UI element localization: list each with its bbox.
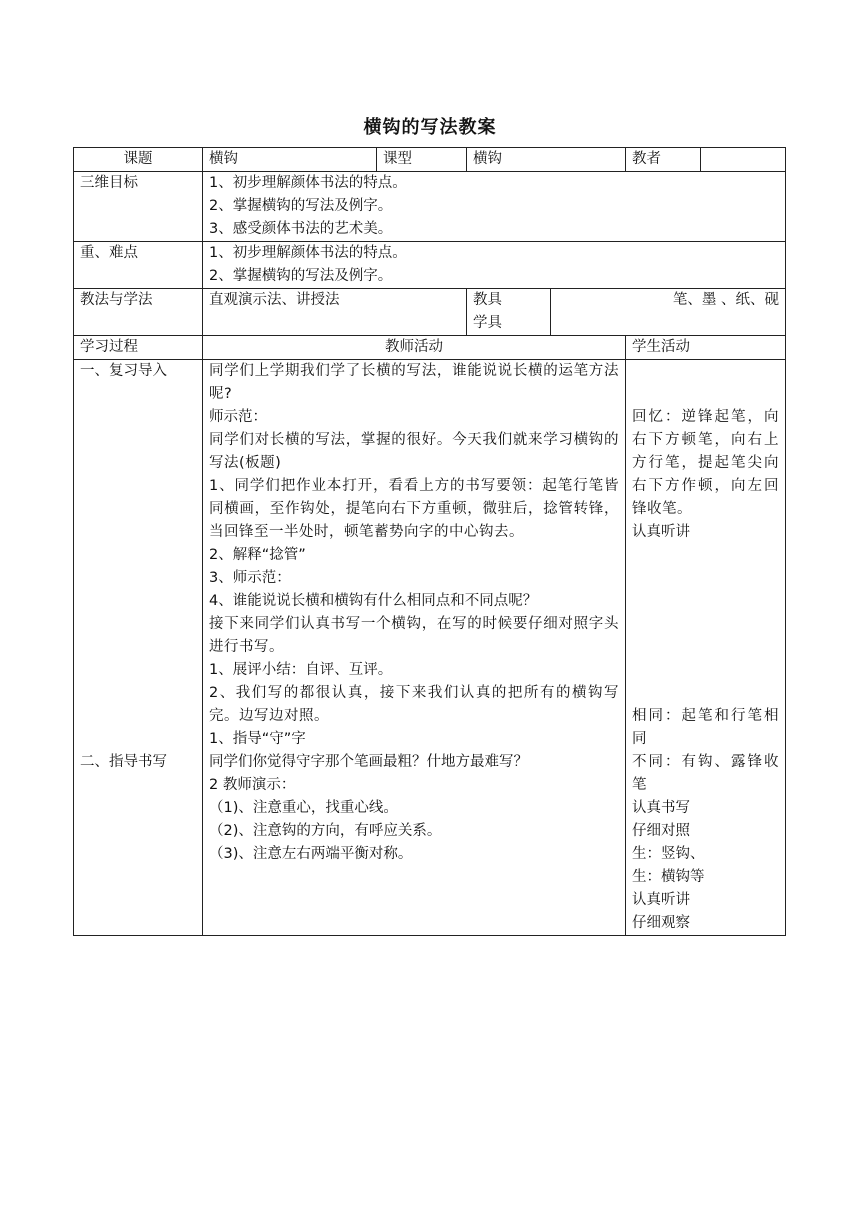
student-note: 不同：有钩、露锋收笔 — [632, 754, 779, 793]
goals-content — [203, 172, 786, 242]
type-value: 横钩 — [467, 148, 626, 172]
page-title: 横钩的写法教案 — [363, 117, 497, 138]
student-note: 认真书写 — [632, 800, 690, 816]
process-row — [74, 360, 786, 936]
teacher-paragraph: 2 教师演示： — [209, 777, 296, 793]
tools-label — [467, 289, 551, 336]
teacher-paragraph: 1、展评小结：自评、互评。 — [209, 662, 393, 678]
student-note: 认真听讲 — [632, 524, 690, 540]
student-note: 相同：起笔和行笔相同 — [632, 708, 779, 747]
teacher-paragraph: （2)、注意钩的方向，有呼应关系。 — [209, 823, 442, 839]
key-points-row — [74, 242, 786, 289]
stage-review: 一、复习导入 — [80, 363, 167, 379]
teacher-label: 教者 — [626, 148, 701, 172]
methods-row — [74, 289, 786, 336]
goal-item: 2、掌握横钩的写法及例字。 — [209, 198, 393, 214]
process-header-row — [74, 336, 786, 360]
teacher-paragraph: 同学们上学期我们学了长横的写法，谁能说说长横的运笔方法呢? — [209, 363, 619, 402]
key-point-item: 1、初步理解颜体书法的特点。 — [209, 245, 407, 261]
student-note: 生：横钩等 — [632, 869, 705, 885]
teacher-paragraph: （3)、注意左右两端平衡对称。 — [209, 846, 413, 862]
goals-label: 三维目标 — [74, 172, 203, 242]
teacher-paragraph: 2、我们写的都很认真，接下来我们认真的把所有的横钩写完。边写边对照。 — [209, 685, 619, 724]
key-points-label: 重、难点 — [74, 242, 203, 289]
key-points-content — [203, 242, 786, 289]
goal-item: 3、感受颜体书法的艺术美。 — [209, 221, 393, 237]
teacher-value — [701, 148, 786, 172]
tools-label-student: 学具 — [473, 315, 502, 331]
teacher-paragraph: 3、师示范： — [209, 570, 291, 586]
student-note: 认真听讲 — [632, 892, 690, 908]
student-note: 仔细对照 — [632, 823, 690, 839]
teacher-paragraph: 1、同学们把作业本打开，看看上方的书写要领：起笔行笔皆同横画，至作钩处，提笔向右下方重顿，微驻后，捻管转锋，当回锋至一半处时，顿笔蓄势向字的中心钩去。 — [209, 478, 619, 540]
process-stage-header: 学习过程 — [74, 336, 203, 360]
goal-item: 1、初步理解颜体书法的特点。 — [209, 175, 407, 191]
tools-value: 笔、墨 、纸、砚 — [551, 289, 786, 336]
stage-column — [74, 360, 203, 936]
student-activity — [626, 360, 786, 936]
teacher-paragraph: 接下来同学们认真书写一个横钩，在写的时候要仔细对照字头进行书写。 — [209, 616, 619, 655]
key-point-item: 2、掌握横钩的写法及例字。 — [209, 268, 393, 284]
lesson-plan-table — [73, 147, 786, 936]
methods-label: 教法与学法 — [74, 289, 203, 336]
tools-label-teacher: 教具 — [473, 292, 502, 308]
teacher-activity-header: 教师活动 — [203, 336, 626, 360]
teacher-paragraph: 同学们对长横的写法，掌握的很好。今天我们就来学习横钩的写法(板题) — [209, 432, 619, 471]
teacher-paragraph: （1)、注意重心，找重心线。 — [209, 800, 398, 816]
student-activity-header: 学生活动 — [626, 336, 786, 360]
teacher-activity — [203, 360, 626, 936]
student-note: 仔细观察 — [632, 915, 690, 931]
type-label: 课型 — [377, 148, 467, 172]
topic-label: 课题 — [74, 148, 203, 172]
methods-value: 直观演示法、讲授法 — [203, 289, 467, 336]
student-note: 回忆：逆锋起笔，向右下方顿笔，向右上方行笔，提起笔尖向右下方作顿，向左回锋收笔。 — [632, 409, 779, 517]
teacher-paragraph: 1、指导“守”字 — [209, 731, 306, 747]
teacher-paragraph: 4、谁能说说长横和横钩有什么相同点和不同点呢？ — [209, 593, 538, 609]
teacher-paragraph: 师示范： — [209, 409, 267, 425]
teacher-paragraph: 2、解释“捻管” — [209, 547, 306, 563]
header-row — [74, 148, 786, 172]
stage-guided-writing: 二、指导书写 — [80, 754, 167, 770]
goals-row — [74, 172, 786, 242]
student-note: 生：竖钩、 — [632, 846, 705, 862]
teacher-paragraph: 同学们你觉得守字那个笔画最粗？什地方最难写？ — [209, 754, 528, 770]
topic-value: 横钩 — [203, 148, 377, 172]
